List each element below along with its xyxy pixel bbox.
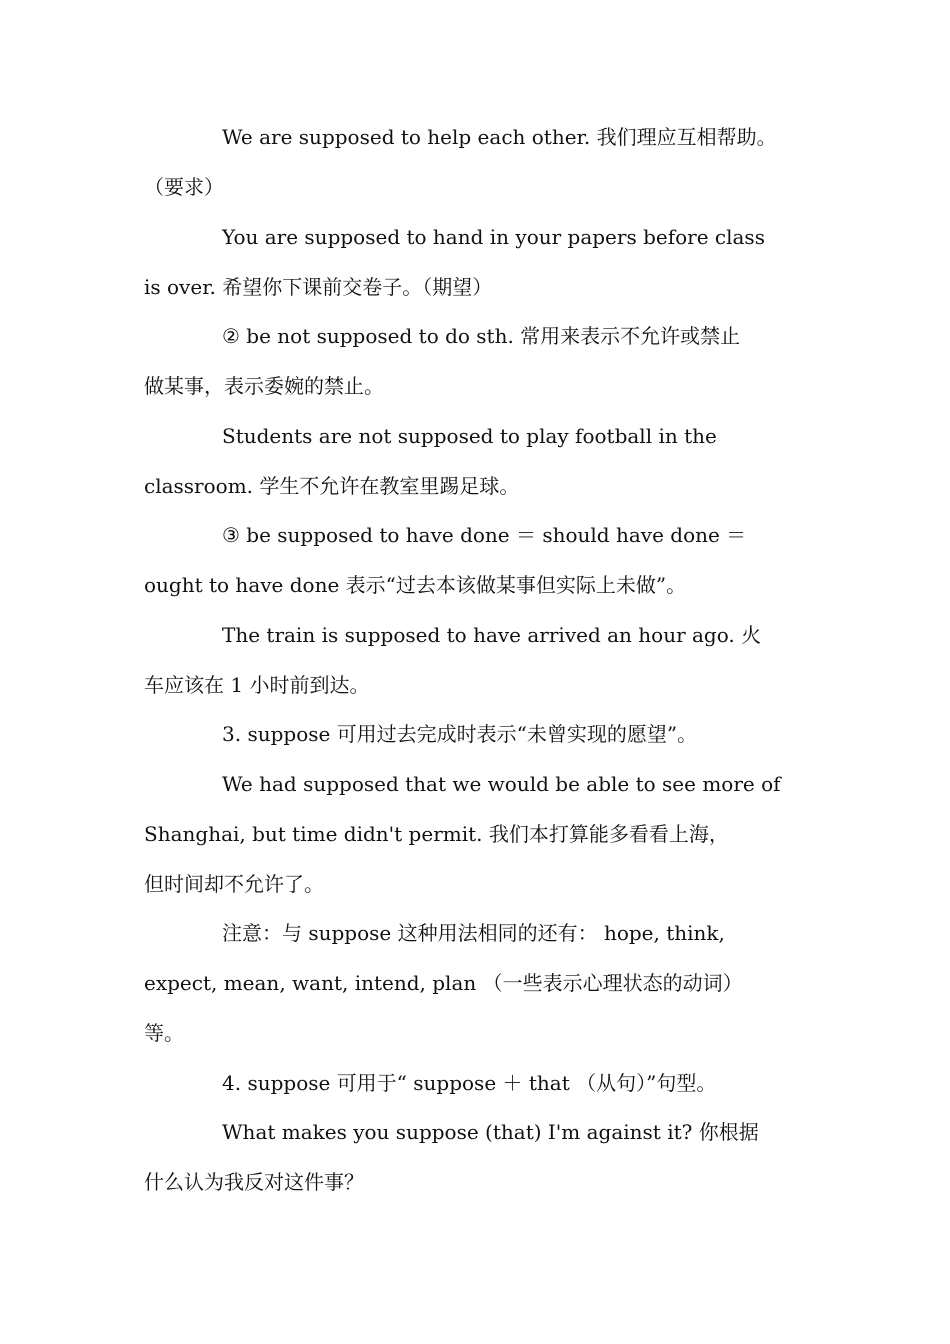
- text-line: expect, mean, want, intend, plan （一些表示心理状态的动词）: [144, 971, 743, 995]
- text-line: 4. suppose 可用于“ suppose ＋ that （从句）”句型。: [222, 1071, 717, 1095]
- text-line: We are supposed to help each other. 我们理应互相帮助。: [222, 125, 777, 149]
- text-line: classroom. 学生不允许在教室里踢足球。: [144, 474, 520, 498]
- text-line: 什么认为我反对这件事？: [144, 1170, 364, 1194]
- text-line: 等。: [144, 1021, 184, 1045]
- text-line: ② be not supposed to do sth. 常用来表示不允许或禁止: [222, 324, 741, 348]
- text-line: ought to have done 表示“过去本该做某事但实际上未做”。: [144, 573, 687, 597]
- text-line: 但时间却不允许了。: [144, 872, 324, 896]
- text-line: 做某事，表示委婉的禁止。: [144, 374, 384, 398]
- text-line: The train is supposed to have arrived an hour ago. 火: [222, 623, 762, 647]
- text-line: We had supposed that we would be able to see more of: [222, 772, 781, 796]
- text-line: What makes you suppose (that) I'm against it? 你根据: [222, 1120, 759, 1144]
- text-line: is over. 希望你下课前交卷子。（期望）: [144, 275, 493, 299]
- text-line: （要求）: [144, 175, 224, 199]
- text-line: 车应该在 1 小时前到达。: [144, 673, 370, 697]
- text-line: Students are not supposed to play football in the: [222, 424, 717, 448]
- text-line: 3. suppose 可用过去完成时表示“未曾实现的愿望”。: [222, 722, 698, 746]
- text-line: You are supposed to hand in your papers before class: [222, 225, 765, 249]
- text-line: 注意：与 suppose 这种用法相同的还有： hope, think,: [222, 921, 725, 945]
- text-line: ③ be supposed to have done ＝ should have done ＝: [222, 523, 747, 547]
- text-line: Shanghai, but time didn't permit. 我们本打算能多看看上海，: [144, 822, 729, 846]
